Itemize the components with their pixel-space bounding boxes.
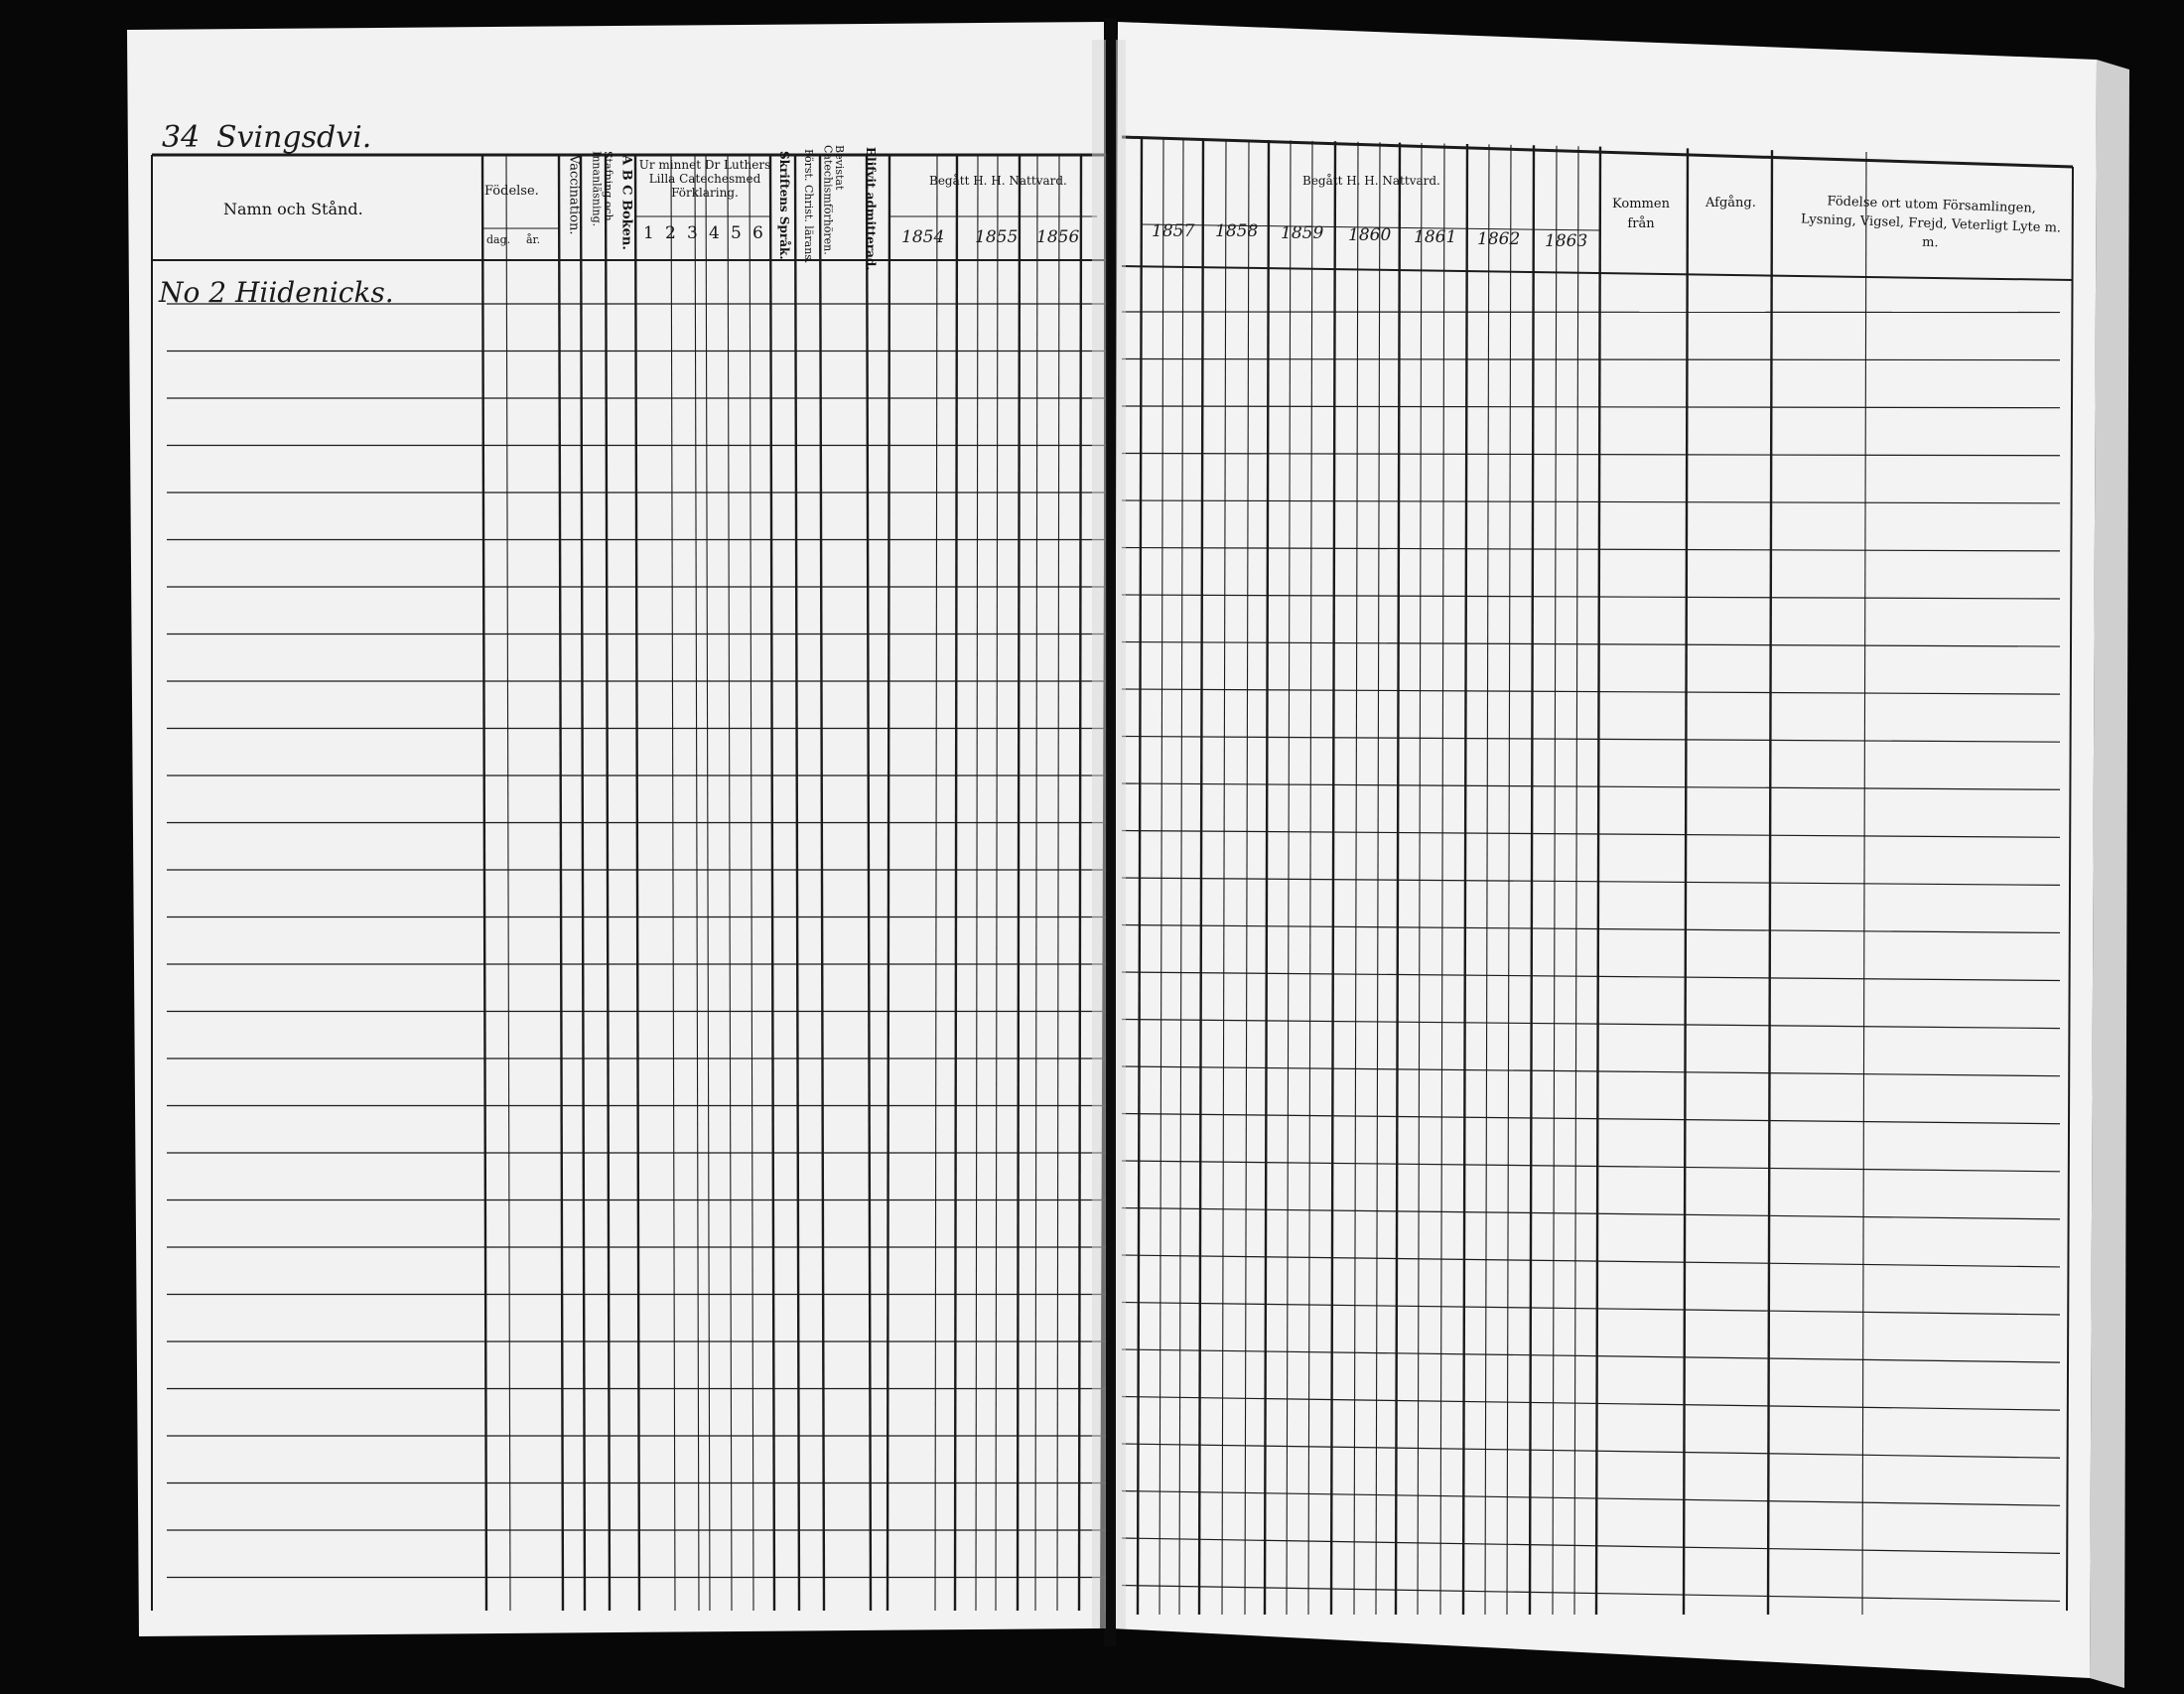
- left-page: [127, 22, 1106, 1636]
- header-birth-year: år.: [526, 233, 541, 246]
- header-communion-left: Begått H. H. Nattvard.: [929, 174, 1067, 188]
- header-abc-book: A B C Boken.: [618, 155, 634, 250]
- village-name: Svingsdvi.: [216, 120, 372, 155]
- header-catechisation: Bevistat Catechismförhören.: [821, 145, 847, 255]
- header-remarks: Födelse ort utom Församlingen, Lysning, Vigsel, Frejd, Veterligt Lyte m. m.: [1800, 194, 2062, 250]
- luther-col-1: 1: [643, 223, 654, 243]
- luther-col-5: 5: [731, 223, 742, 243]
- header-knowledge: Först. Christ. lärans.: [802, 149, 816, 264]
- page-number: 34: [162, 120, 201, 155]
- year-1855: 1855: [975, 227, 1019, 247]
- first-entry: No 2 Hiidenicks.: [159, 276, 394, 309]
- header-birth: Födelse.: [484, 184, 539, 199]
- right-page-edge: [2090, 60, 2129, 1688]
- year-1857: 1857: [1152, 221, 1195, 241]
- header-departed: Afgång.: [1706, 196, 1756, 211]
- header-admitted: Blifvit admitterad.: [864, 147, 879, 271]
- header-birth-day: dag.: [486, 233, 511, 246]
- header-arrived: Kommen från: [1612, 197, 1670, 231]
- year-1858: 1858: [1215, 221, 1259, 241]
- header-communion-right: Begått H. H. Nattvard.: [1302, 174, 1440, 188]
- year-1862: 1862: [1477, 229, 1521, 249]
- right-page: [1112, 22, 2097, 1678]
- luther-col-3: 3: [687, 223, 698, 243]
- header-scripture: Skriftens Språk.: [777, 151, 792, 260]
- luther-col-2: 2: [665, 223, 676, 243]
- header-vaccination: Vaccination.: [566, 155, 582, 235]
- year-1854: 1854: [901, 227, 945, 247]
- year-1860: 1860: [1348, 225, 1392, 245]
- right-row-rule: [1122, 312, 2060, 313]
- year-1859: 1859: [1281, 223, 1324, 243]
- spine-shadow-right: [1116, 40, 1126, 1628]
- header-spelling: Stafning och Innanläsning.: [590, 151, 615, 227]
- header-luther: Ur minnet Dr Luthers Lilla Catechesmed Förklaring.: [638, 158, 771, 200]
- year-1863: 1863: [1545, 231, 1588, 251]
- luther-col-4: 4: [709, 223, 720, 243]
- header-name: Namn och Stånd.: [223, 200, 363, 218]
- year-1861: 1861: [1414, 227, 1457, 247]
- spine-shadow-left: [1092, 40, 1106, 1628]
- luther-col-numbers: [641, 224, 770, 248]
- luther-col-6: 6: [752, 223, 763, 243]
- year-1856: 1856: [1036, 227, 1080, 247]
